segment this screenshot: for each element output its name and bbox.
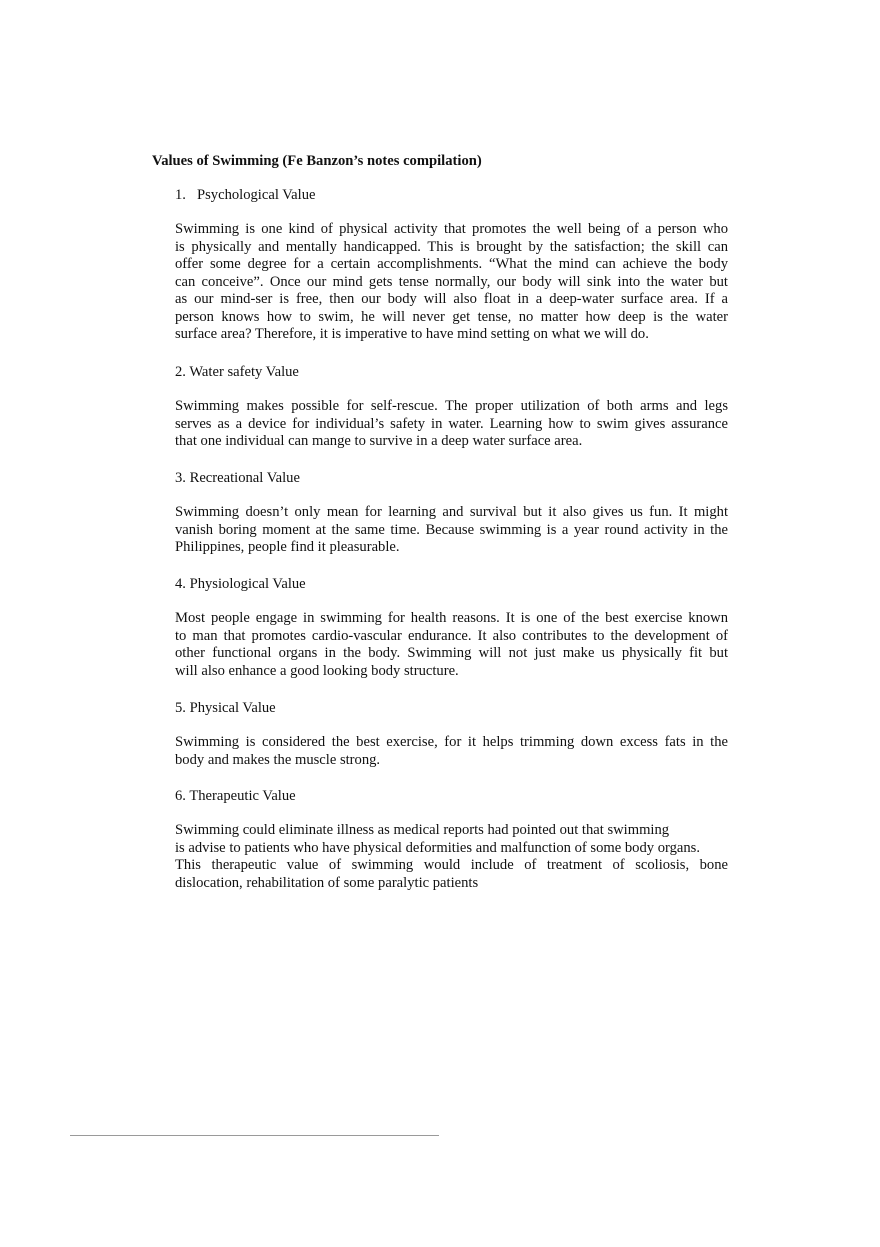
section-heading: 5. Physical Value: [175, 700, 276, 716]
section-therapeutic-value: [175, 787, 728, 892]
paragraph-line: Swimming makes possible for self-rescue. The proper utilization of both arms and legs: [175, 398, 728, 414]
paragraph-line: as our mind-ser is free, then our body will also float in a deep-water surface area. If a: [175, 291, 728, 307]
paragraph-line: person knows how to swim, he will never get tense, no matter how deep is the water: [175, 308, 728, 325]
paragraph-line: is physically and mentally handicapped. This is brought by the satisfaction; the skill can: [175, 238, 728, 255]
section-heading: 6. Therapeutic Value: [175, 788, 296, 804]
list-number: 1.: [175, 187, 186, 203]
paragraph-line: Swimming could eliminate illness as medical reports had pointed out that swimming: [175, 822, 670, 838]
paragraph-line: that one individual can mange to survive in a deep water surface area.: [175, 433, 583, 449]
paragraph-line: surface area? Therefore, it is imperative to have mind setting on what we will do.: [175, 326, 649, 342]
paragraph-line: body and makes the muscle strong.: [175, 751, 381, 768]
paragraph-line: vanish boring moment at the same time. Because swimming is a year round activity in the: [175, 521, 728, 538]
section-heading: 2. Water safety Value: [175, 364, 299, 380]
section-heading: 4. Physiological Value: [175, 576, 306, 592]
paragraph-line: will also enhance a good looking body structure.: [175, 662, 459, 679]
paragraph-line: serves as a device for individual’s safety in water. Learning how to swim gives assurance: [175, 415, 728, 432]
section-paragraph: [175, 822, 728, 892]
section-heading: 3. Recreational Value: [175, 470, 300, 486]
paragraph-line: dislocation, rehabilitation of some paralytic patients: [175, 874, 479, 891]
section-physical-value: [175, 699, 728, 769]
paragraph-line: to man that promotes cardio-vascular endurance. It also contributes to the development of: [175, 627, 728, 644]
paragraph-line: can conceive”. Once our mind gets tense normally, our body will sink into the water but: [175, 273, 728, 290]
section-paragraph: [175, 504, 728, 557]
section-heading: [175, 186, 728, 204]
section-paragraph: [175, 398, 728, 451]
paragraph-line: Swimming is considered the best exercise, for it helps trimming down excess fats in the: [175, 734, 728, 750]
paragraph-line: offer some degree for a certain accomplishments. “What the mind can achieve the body: [175, 256, 728, 272]
paragraph-line: other functional organs in the body. Swimming will not just make us physically fit but: [175, 645, 728, 661]
section-recreational-value: [175, 469, 728, 557]
paragraph-line: Swimming doesn’t only mean for learning and survival but it also gives us fun. It might: [175, 504, 728, 520]
section-paragraph: [175, 734, 728, 769]
section-paragraph: [175, 610, 728, 680]
paragraph-line: This therapeutic value of swimming would include of treatment of scoliosis, bone: [175, 857, 728, 873]
footnote-separator: [70, 1135, 439, 1136]
section-paragraph: [175, 221, 728, 344]
section-physiological-value: [175, 575, 728, 680]
paragraph-line: Philippines, people find it pleasurable.: [175, 539, 400, 555]
paragraph-line: Swimming is one kind of physical activity that promotes the well being of a person who: [175, 221, 728, 237]
section-water-safety-value: [175, 363, 728, 451]
section-heading-label: Psychological Value: [197, 187, 316, 203]
paragraph-line: Most people engage in swimming for health reasons. It is one of the best exercise known: [175, 610, 728, 626]
paragraph-line: is advise to patients who have physical deformities and malfunction of some body organs.: [175, 839, 700, 856]
section-psychological-value: [175, 186, 728, 344]
document-title: Values of Swimming (Fe Banzon’s notes compilation): [152, 153, 482, 169]
